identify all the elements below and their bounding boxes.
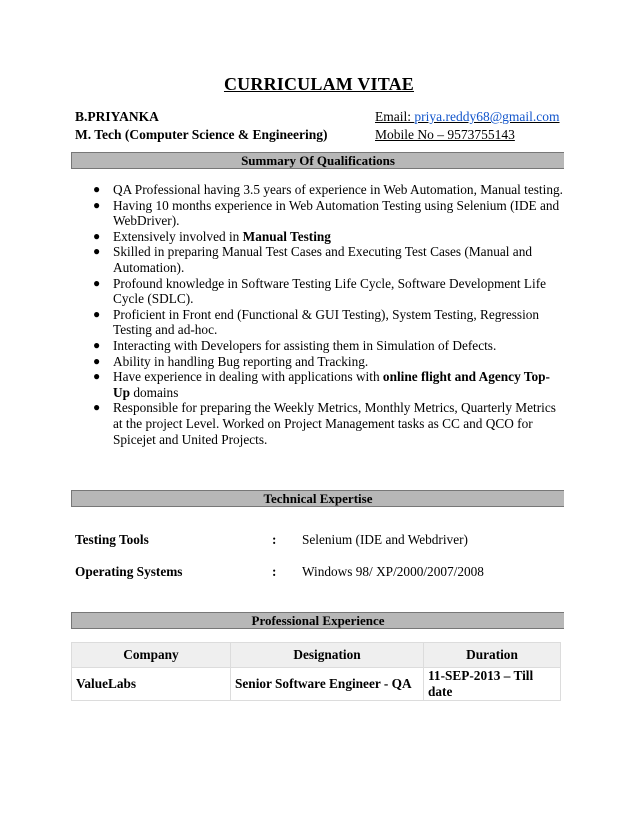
qualification-emphasis: Manual Testing bbox=[242, 228, 331, 244]
qualification-text: Responsible for preparing the Weekly Metrics, Monthly Metrics, Quarterly Metrics at the project Level. Worked on Project Management tasks as CC and QCO for Spicejet and United Projects. bbox=[113, 400, 556, 447]
qualification-item bbox=[93, 369, 563, 400]
qualification-item bbox=[93, 400, 563, 447]
experience-heading: Professional Experience bbox=[71, 612, 564, 629]
expertise-value: Windows 98/ XP/2000/2007/2008 bbox=[302, 564, 484, 579]
bullet-icon: ● bbox=[93, 197, 101, 212]
qualification-text: domains bbox=[130, 384, 179, 400]
qualification-text: Proficient in Front end (Functional & GUI Testing), System Testing, Regression Testing and ad-hoc. bbox=[113, 306, 540, 338]
column-header-designation: Designation bbox=[231, 643, 424, 668]
bullet-icon: ● bbox=[93, 400, 101, 415]
expertise-label: Testing Tools bbox=[75, 532, 149, 547]
email-label: Email: bbox=[375, 109, 415, 124]
qualification-item bbox=[93, 307, 563, 338]
bullet-icon: ● bbox=[93, 369, 101, 384]
document-title: CURRICULAM VITAE bbox=[223, 74, 415, 94]
bullet-icon: ● bbox=[93, 182, 101, 196]
expertise-colon: : bbox=[272, 532, 277, 547]
technical-heading: Technical Expertise bbox=[71, 490, 564, 507]
candidate-info bbox=[75, 108, 327, 144]
experience-table bbox=[71, 642, 561, 701]
qualification-text: Extensively involved in bbox=[113, 228, 243, 244]
qualification-text: Profound knowledge in Software Testing Life Cycle, Software Development Life Cycle (SDLC). bbox=[113, 275, 547, 307]
bullet-icon: ● bbox=[93, 353, 101, 368]
bullet-icon: ● bbox=[93, 337, 101, 352]
qualification-text: Have experience in dealing with applications with bbox=[113, 369, 383, 385]
bullet-icon: ● bbox=[93, 306, 101, 321]
column-header-duration: Duration bbox=[424, 643, 561, 668]
qualification-item bbox=[93, 338, 563, 354]
qualification-item bbox=[93, 244, 563, 275]
table-header-row bbox=[72, 643, 561, 668]
qualification-item bbox=[93, 354, 563, 370]
bullet-icon: ● bbox=[93, 275, 101, 290]
bullet-icon: ● bbox=[93, 244, 101, 259]
contact-info bbox=[375, 108, 560, 144]
qualification-text: Ability in handling Bug reporting and Tracking. bbox=[113, 353, 369, 369]
qualification-item bbox=[93, 229, 563, 245]
qualification-text: Interacting with Developers for assisting them in Simulation of Defects. bbox=[113, 337, 497, 353]
qualification-text: Having 10 months experience in Web Automation Testing using Selenium (IDE and WebDriver). bbox=[113, 197, 560, 229]
qualification-text: Skilled in preparing Manual Test Cases and Executing Test Cases (Manual and Automation). bbox=[113, 244, 532, 275]
qualification-item bbox=[93, 182, 563, 198]
qualification-emphasis: online flight and Agency Top-Up bbox=[113, 369, 550, 400]
candidate-degree: M. Tech (Computer Science & Engineering) bbox=[75, 127, 328, 142]
expertise-value: Selenium (IDE and Webdriver) bbox=[302, 532, 468, 547]
summary-heading: Summary Of Qualifications bbox=[71, 152, 564, 169]
expertise-colon: : bbox=[272, 564, 277, 579]
cell-company: ValueLabs bbox=[72, 668, 231, 701]
cell-designation: Senior Software Engineer - QA bbox=[231, 668, 424, 701]
qualifications-list bbox=[93, 182, 563, 447]
cell-duration: 11-SEP-2013 – Till date bbox=[424, 668, 561, 701]
table-row bbox=[72, 668, 561, 701]
candidate-name: B.PRIYANKA bbox=[75, 109, 159, 124]
email-link[interactable]: priya.reddy68@gmail.com bbox=[414, 109, 560, 124]
qualification-item bbox=[93, 276, 563, 307]
column-header-company: Company bbox=[72, 643, 231, 668]
qualification-item bbox=[93, 198, 563, 229]
mobile-number: Mobile No – 9573755143 bbox=[375, 127, 515, 142]
expertise-row-testing-tools bbox=[75, 532, 575, 550]
email-line bbox=[375, 108, 560, 126]
qualification-text: QA Professional having 3.5 years of experience in Web Automation, Manual testing. bbox=[113, 182, 563, 197]
expertise-row-operating-systems bbox=[75, 564, 575, 582]
expertise-label: Operating Systems bbox=[75, 564, 183, 579]
bullet-icon: ● bbox=[93, 228, 101, 243]
